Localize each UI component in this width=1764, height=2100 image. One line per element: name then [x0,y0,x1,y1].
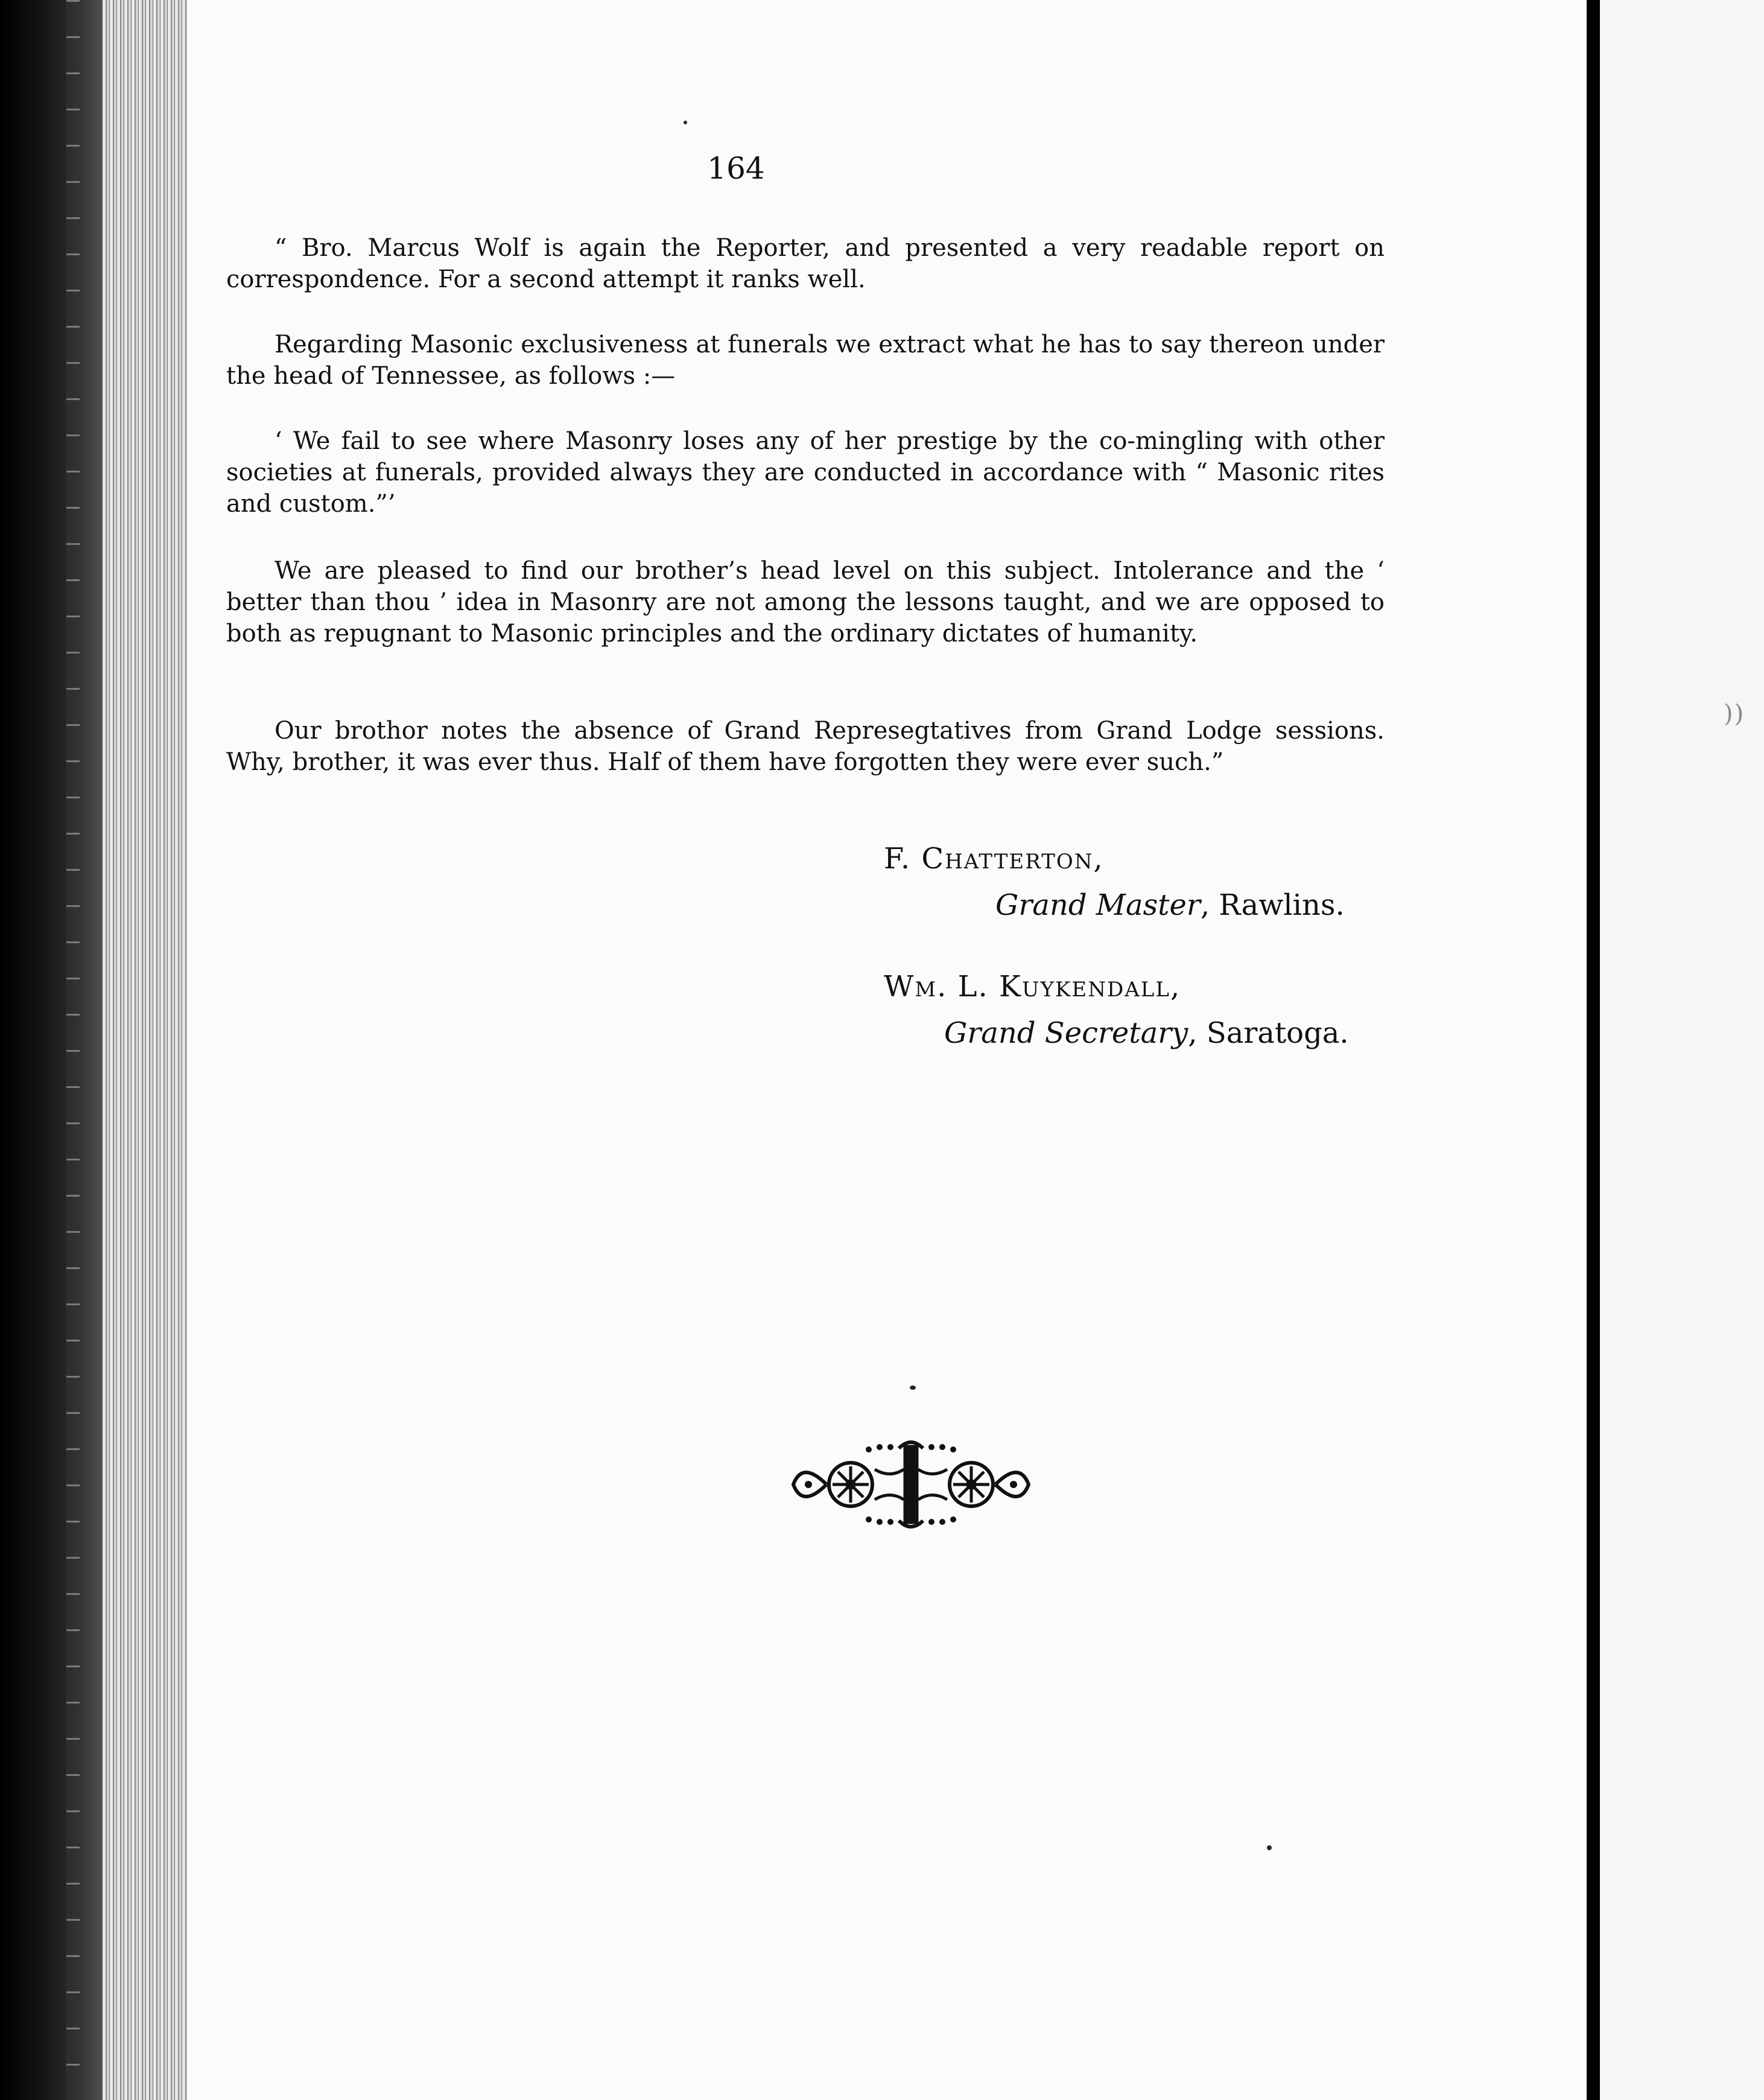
facing-page-mark: )) [1724,700,1745,728]
paragraph-funerals: Regarding Masonic exclusiveness at funerals we extract what he has to say thereon under the head of Tennessee, as follows :— [226,331,1385,390]
paragraph-intolerance: We are pleased to find our brother’s head level on this subject. Intolerance and the ‘ better than thou ’ idea in Masonry are not among the lessons taught, and we are opposed to both as repugnant to Masonic principles and the ordinary dictates of humanity. [226,557,1385,648]
paragraph-quotation: ‘ We fail to see where Masonry loses any of her prestige by the co-mingling with other societies at funerals, provided always they are conducted in accordance with “ Masonic rites and custom.”’ [226,427,1385,518]
book-page [187,0,1587,2100]
scan-speck [910,1386,916,1390]
signature-grand-master-title: Grand Master, Rawlins. [995,888,1345,922]
page-number: 164 [707,151,765,186]
signature-grand-secretary-title: Grand Secretary, Saratoga. [944,1016,1349,1050]
signature-grand-master-name: F. Chatterton, [884,842,1104,876]
scan-speck [684,121,687,124]
facing-page-edge [1600,0,1764,2100]
decorative-ornament-icon [784,1436,1038,1533]
paragraph-representatives: Our brothor notes the absence of Grand Represegtatives from Grand Lodge sessions. Why, brother, it was ever thus. Half of them have forgotten they were ever such.” [226,717,1385,776]
book-binding-shadow [0,0,106,2100]
book-gutter [1587,0,1600,2100]
paragraph-reporter: “ Bro. Marcus Wolf is again the Reporter, and presented a very readable report on correspondence. For a second attempt it ranks well. [226,234,1385,293]
scan-speck [1267,1845,1272,1850]
page-edges [103,0,187,2100]
signature-grand-secretary-name: Wm. L. Kuykendall, [884,970,1181,1004]
